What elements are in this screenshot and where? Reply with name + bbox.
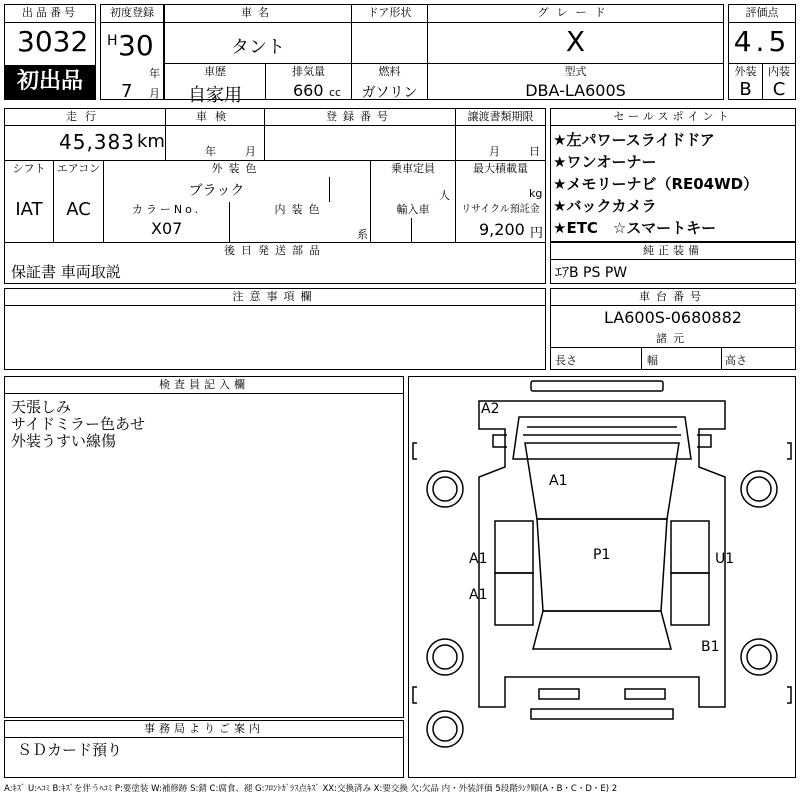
later-parts-label: 後日発送部品 bbox=[5, 243, 545, 259]
color-no: X07 bbox=[151, 219, 183, 238]
ext-color: ブラック bbox=[188, 183, 245, 199]
capacity-unit: 人 bbox=[439, 189, 450, 202]
length-label: 長さ bbox=[555, 354, 577, 367]
mileage-unit: km bbox=[137, 131, 165, 152]
door-type-label: ドア形状 bbox=[352, 5, 427, 21]
max-load-unit: kg bbox=[529, 187, 543, 200]
score-label: 評価点 bbox=[729, 5, 795, 21]
displacement-unit: cc bbox=[329, 86, 342, 99]
recycle-unit: 円 bbox=[530, 226, 544, 241]
fuel: ガソリン bbox=[361, 85, 418, 101]
damage-mark-a1-rear-door: A1 bbox=[469, 587, 488, 603]
office-box bbox=[4, 720, 404, 778]
lot-number: 3032 bbox=[17, 25, 89, 58]
chassis-number: LA600S-0680882 bbox=[604, 308, 742, 327]
import-label: 輸入車 bbox=[371, 202, 455, 218]
vehicle-info-box bbox=[164, 4, 724, 106]
damage-diagram bbox=[408, 376, 796, 778]
transfer-doc-label: 譲渡書類期限 bbox=[456, 109, 545, 125]
equipment-box bbox=[550, 242, 796, 284]
sales-point-item: ★左パワースライドドア bbox=[553, 131, 715, 149]
sales-point-item: ★メモリーナビ（RE04WD） bbox=[553, 175, 759, 193]
equipment: ｴｱB PS PW bbox=[555, 265, 628, 281]
history-label: 車歴 bbox=[165, 64, 265, 80]
inspection-month-unit: 月 bbox=[245, 145, 256, 158]
height-label: 高さ bbox=[725, 354, 747, 367]
int-color-label: 内装色 bbox=[230, 202, 370, 218]
ac-label: エアコン bbox=[54, 161, 103, 177]
inspector-line: 外装うすい線傷 bbox=[11, 432, 117, 450]
equipment-label: 純正装備 bbox=[551, 243, 795, 259]
width-label: 幅 bbox=[647, 354, 658, 367]
interior-label: 内装 bbox=[763, 64, 795, 80]
office-label: 事務局よりご案内 bbox=[5, 721, 403, 737]
interior-grade: C bbox=[772, 79, 786, 100]
reg-year-unit: 年 bbox=[149, 67, 160, 80]
inspection-label: 車検 bbox=[166, 109, 264, 125]
specs-label: 諸元 bbox=[551, 331, 795, 347]
inspection-year-unit: 年 bbox=[205, 145, 216, 158]
inspector-line: サイドミラー色あせ bbox=[11, 415, 145, 433]
score-box bbox=[728, 4, 796, 100]
score: 4.5 bbox=[733, 25, 791, 58]
recycle: 9,200 bbox=[479, 220, 525, 239]
chassis-box bbox=[550, 288, 796, 370]
inspector-label: 検査員記入欄 bbox=[5, 377, 403, 393]
ext-color-label: 外装色 bbox=[104, 161, 370, 177]
lot-number-label: 出品番号 bbox=[5, 5, 95, 21]
sales-points-label: セールスポイント bbox=[551, 109, 795, 125]
reg-month-unit: 月 bbox=[149, 87, 160, 100]
exterior-label: 外装 bbox=[729, 64, 762, 80]
damage-legend: A:ｷｽﾞ U:ﾍｺﾐ B:ｷｽﾞを伴うﾍｺﾐ P:要塗装 W:補修跡 S:錆 C:腐食、褪 G:ﾌﾛﾝﾄｶﾞﾗｽ点ｷｽﾞ XX:交換済み X:要交換 欠:欠品 内・外装評価 5段階ﾗﾝｸ順(A・B・C・D・E) 2 bbox=[4, 784, 618, 794]
sales-point-item: ★ETC ☆スマートキー bbox=[553, 219, 717, 237]
era-letter: H bbox=[107, 33, 118, 49]
first-registration-box bbox=[100, 4, 164, 100]
ac: AC bbox=[66, 199, 91, 220]
sales-point-item: ★ワンオーナー bbox=[553, 153, 657, 171]
displacement-label: 排気量 bbox=[266, 64, 351, 80]
grade: X bbox=[565, 25, 586, 58]
damage-mark-a2: A2 bbox=[481, 401, 500, 417]
model-code: DBA-LA600S bbox=[525, 81, 626, 100]
plate-label: 登録番号 bbox=[265, 109, 455, 125]
history: 自家用 bbox=[188, 85, 242, 106]
lot-number-box bbox=[4, 4, 96, 100]
shift-label: シフト bbox=[5, 161, 53, 177]
inspector-line: 天張しみ bbox=[11, 398, 72, 416]
grade-label: グレード bbox=[428, 5, 723, 21]
transfer-month-unit: 月 bbox=[489, 145, 500, 158]
transfer-day-unit: 日 bbox=[529, 145, 540, 158]
damage-mark-b1-right-rear: B1 bbox=[701, 639, 720, 655]
first-listing-badge: 初出品 bbox=[5, 65, 95, 99]
damage-mark-a1-bonnet: A1 bbox=[549, 473, 568, 489]
model-code-label: 型式 bbox=[428, 64, 723, 80]
notes-label: 注意事項欄 bbox=[5, 289, 545, 305]
car-outline bbox=[409, 377, 795, 777]
max-load-label: 最大積載量 bbox=[456, 161, 545, 177]
later-parts: 保証書 車両取説 bbox=[11, 263, 121, 281]
details-grid bbox=[4, 108, 546, 284]
shift: IAT bbox=[15, 199, 43, 220]
color-no-label: カラーNo. bbox=[104, 202, 229, 218]
capacity-label: 乗車定員 bbox=[371, 161, 455, 177]
mileage: 45,383 bbox=[59, 130, 135, 154]
int-color-unit: 系 bbox=[357, 228, 368, 241]
reg-year: 30 bbox=[118, 29, 154, 62]
chassis-label: 車台番号 bbox=[551, 289, 795, 305]
first-reg-label: 初度登録 bbox=[101, 5, 163, 21]
damage-mark-p1-roof: P1 bbox=[593, 547, 611, 563]
damage-mark-u1-right: U1 bbox=[715, 551, 735, 567]
exterior-grade: B bbox=[739, 79, 752, 100]
fuel-label: 燃料 bbox=[352, 64, 427, 80]
mileage-label: 走行 bbox=[5, 109, 165, 125]
inspector-box bbox=[4, 376, 404, 718]
displacement: 660 bbox=[293, 81, 324, 100]
sales-point-item: ★バックカメラ bbox=[553, 197, 657, 215]
car-name-label: 車名 bbox=[165, 5, 351, 21]
notes-box bbox=[4, 288, 546, 370]
damage-mark-a1-front-door: A1 bbox=[469, 551, 488, 567]
reg-month: 7 bbox=[121, 81, 133, 102]
office-note: ＳＤカード預り bbox=[17, 741, 123, 759]
sales-points-box bbox=[550, 108, 796, 242]
car-name: タント bbox=[231, 37, 285, 58]
recycle-label: リサイクル預託金 bbox=[456, 202, 545, 218]
